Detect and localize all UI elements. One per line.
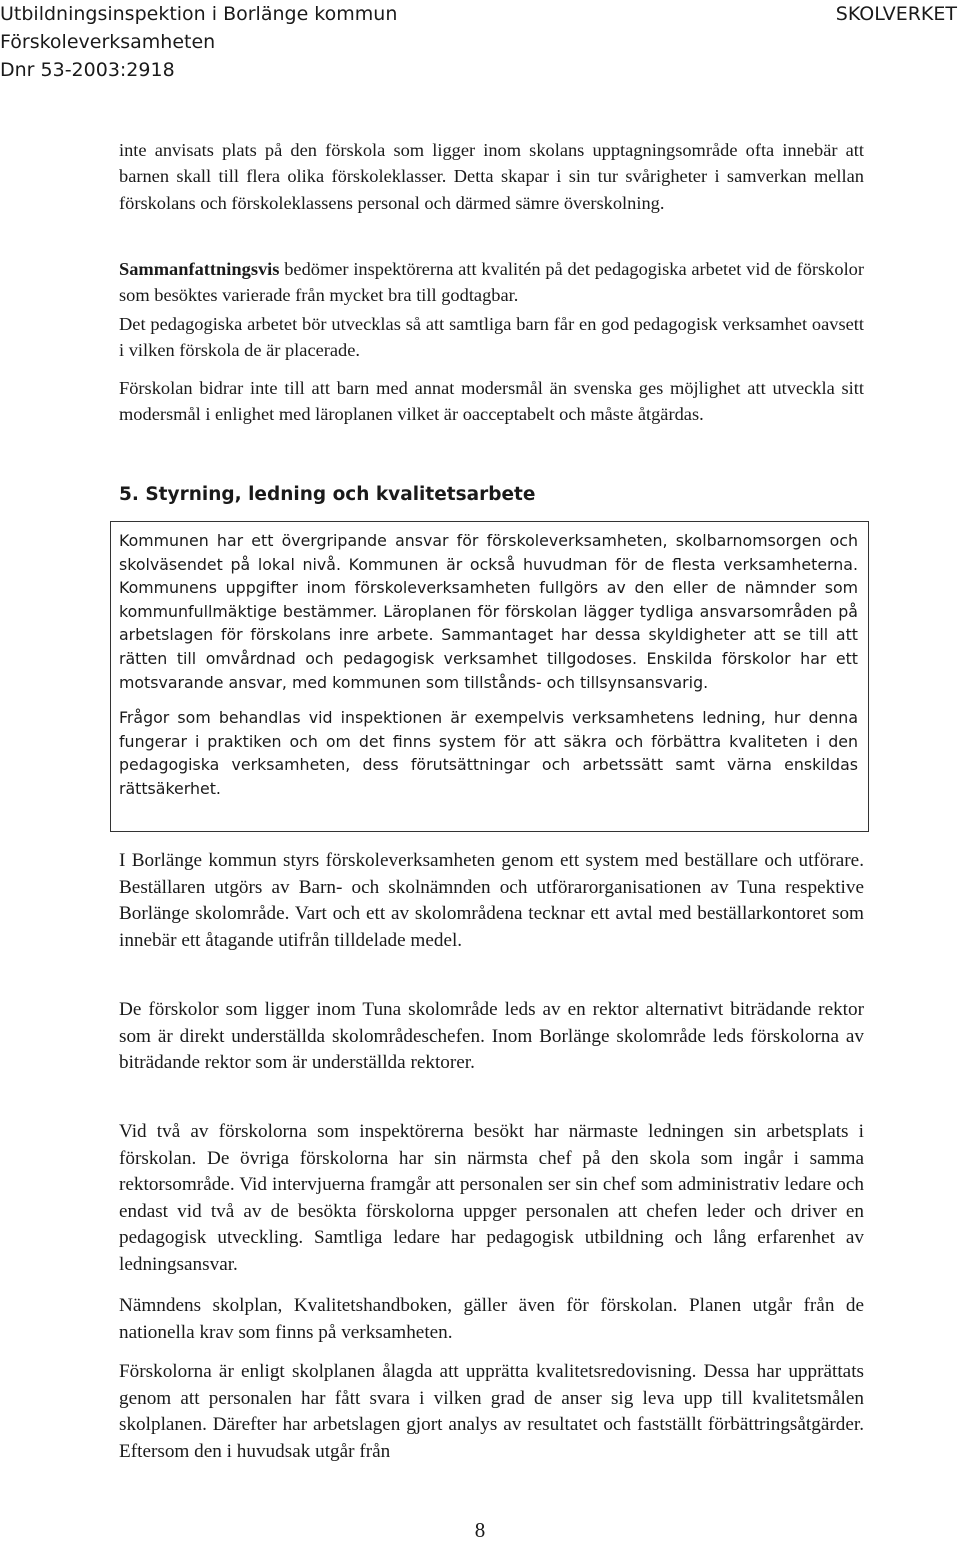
paragraph-text: Nämndens skolplan, Kvalitetshandboken, gäller även för förskolan. Planen utgår från de nationella krav som finns på verksamheten. [119,1295,864,1343]
paragraph-text: Det pedagogiska arbetet bör utvecklas så att samtliga barn får en god pedagogisk verksamhet oavsett i vilken förskola de är placerade. [119,314,864,361]
page-number: 8 [474,1518,486,1542]
paragraph-text: bedömer inspektörerna att kvalitén på det pedagogiska arbetet vid de förskolor som besöktes varierade från mycket bra till godtagbar. [119,259,864,306]
document-header [0,0,397,84]
header-line-municipality: Utbildningsinspektion i Borlänge kommun [0,3,398,25]
header-line-subject: Förskoleverksamheten [0,31,216,53]
paragraph-2 [119,256,864,309]
paragraph-8 [119,1293,864,1346]
paragraph-lead: Sammanfattningsvis [119,259,280,279]
paragraph-5 [119,848,864,954]
header-line-reference: Dnr 53-2003:2918 [0,59,175,81]
paragraph-text: I Borlänge kommun styrs förskoleverksamheten genom ett system med beställare och utförare. Beställaren utgörs av Barn- och skolnämnden och utförarorganisationen av Tuna respektive Borlänge skolområde. Vart och ett av skolområdena tecknar ett avtal med beställarkontoret som innebär ett åtagande utifrån tilldelade medel. [119,850,864,951]
info-box-paragraph-2: Frågor som behandlas vid inspektionen är exempelvis verksamhetens ledning, hur denna fungerar i praktiken och om det finns system för att säkra och förbättra kvaliteten i den pedagogiska verksamheten, dess förutsättningar och arbetssätt samt värna enskildas rättsäkerhet. [119,708,858,798]
paragraph-text: Vid två av förskolorna som inspektörerna besökt har närmaste ledningen sin arbetsplats i förskolan. De övriga förskolorna har sin närmsta chef på den skola som ingår i samma rektorsområde. Vid intervjuerna framgår att personalen ser sin chef som administrativ ledare och endast vid två av de besökta förskolorna uppger personalen att chefen leder och driver en pedagogisk utveckling. Samtliga ledare har pedagogisk utbildning och lång erfarenhet av ledningsansvar. [119,1121,864,1275]
paragraph-6 [119,997,864,1077]
paragraph-text: inte anvisats plats på den förskola som ligger inom skolans upptagningsområde ofta innebär att barnen skall till flera olika förskoleklasser. Detta skapar i sin tur svårigheter i samverkan mellan förskolans och förskoleklassens personal och därmed sämre överskolning. [119,140,864,213]
paragraph-7 [119,1119,864,1279]
paragraph-1 [119,137,864,216]
paragraph-9 [119,1359,864,1465]
section-heading: 5. Styrning, ledning och kvalitetsarbete [119,484,536,505]
paragraph-text: Förskolorna är enligt skolplanen ålagda att upprätta kvalitetsredovisning. Dessa har upprättats genom att personalen har fått svara i vilken grad de anser sig leva upp till kvalitetsmålen skolplanen. Därefter har arbetslagen gjort analys av resultatet och fastställt förbättringsåtgärder. Eftersom den i huvudsak utgår från [119,1361,864,1462]
header-agency: SKOLVERKET [835,3,957,25]
paragraph-text: De förskolor som ligger inom Tuna skolområde leds av en rektor alternativt biträdande rektor som är direkt underställda skolområdeschefen. Inom Borlänge skolområde leds förskolorna av biträdande rektor som är underställda rektorer. [119,999,864,1074]
paragraph-3 [119,311,864,364]
info-box [110,521,869,832]
info-box-paragraph-1: Kommunen har ett övergripande ansvar för förskoleverksamheten, skolbarnomsorgen och skolväsendet på lokal nivå. Kommunen är också huvudman för de flesta verksamheterna. Kommunens uppgifter inom förskoleverksamheten fullgörs av den eller de nämnder som kommunfullmäktige bestämmer. Läroplanen för förskolan lägger tydliga ansvarsområden på arbetslagen för förskolans inre arbete. Sammantaget har dessa skyldigheter att se till att rätten till omvårdnad och pedagogisk verksamhet tillgodoses. Enskilda förskolor har ett motsvarande ansvar, med kommunen som tillstånds- och tillsynsansvarig. [119,531,858,692]
paragraph-text: Förskolan bidrar inte till att barn med annat modersmål än svenska ges möjlighet att utveckla sitt modersmål i enlighet med läroplanen vilket är oacceptabelt och måste åtgärdas. [119,378,864,425]
paragraph-4 [119,375,864,428]
